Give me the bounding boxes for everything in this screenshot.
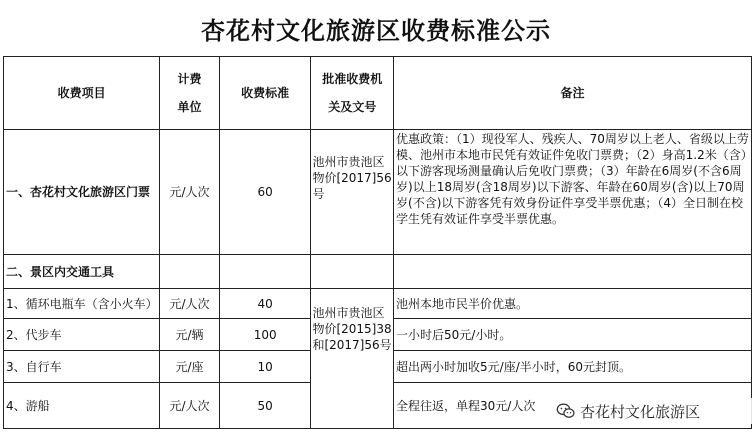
watermark: [556, 398, 752, 424]
fee-table: [3, 56, 752, 429]
cell-remark-shuttle: 池州本地市民半价优惠。: [394, 289, 752, 319]
cell-remark-boat: 全程往返，单程30元/人次: [394, 383, 752, 429]
header-remarks: 备注: [394, 57, 752, 130]
table-row-transport-section: [4, 255, 752, 289]
cell-unit-boat: 元/人次: [160, 383, 220, 429]
cell-item-scooter: 2、代步车: [4, 319, 160, 351]
cell-item-shuttle: 1、循环电瓶车（含小火车）: [4, 289, 160, 319]
header-unit-line1: 计费: [177, 72, 202, 86]
cell-unit-shuttle: 元/人次: [160, 289, 220, 319]
cell-item-bicycle: 3、自行车: [4, 351, 160, 383]
cell-price-boat: 50: [219, 383, 311, 429]
header-authority-line2: 关及文号: [328, 100, 377, 114]
cell-remark-gate-ticket: 优惠政策：（1）现役军人、残疾人、70周岁以上老人、省级以上劳模、池州市本地市民凭有效证件免收门票费；（2）身高1.2米（含）以下游客现场测量确认后免收门票费；（3）年龄在6周岁(不含6周岁)以上18周岁(含18周岁)以下游客、年龄在60周岁(含)以上70周岁(不含)以下游客凭有效身份证件享受半票优惠；（4）全日制在校学生凭有效证件享受半票优惠。: [394, 130, 752, 255]
cell-price-scooter: 100: [219, 319, 311, 351]
cell-empty-unit: [160, 255, 220, 289]
table-row-gate-ticket: [4, 130, 752, 255]
header-unit-line2: 单位: [177, 100, 202, 114]
cell-unit-gate-ticket: 元/人次: [160, 130, 220, 255]
cell-unit-scooter: 元/辆: [160, 319, 220, 351]
cell-empty-authority: [311, 255, 394, 289]
header-authority: [311, 57, 394, 130]
table-row-transport: [4, 289, 752, 319]
page-title: 杏花村文化旅游区收费标准公示: [201, 15, 551, 45]
watermark-text: 杏花村文化旅游区: [580, 402, 701, 421]
header-standard: 收费标准: [219, 57, 311, 130]
cell-price-gate-ticket: 60: [219, 130, 311, 255]
wechat-icon: [556, 401, 576, 421]
cell-authority-transport: 池州市贵池区物价[2015]38和[2017]56号: [311, 289, 394, 429]
header-authority-line1: 批准收费机: [322, 72, 383, 86]
cell-item-boat: 4、游船: [4, 383, 160, 429]
cell-unit-bicycle: 元/座: [160, 351, 220, 383]
header-item: 收费项目: [4, 57, 160, 130]
header-unit: [160, 57, 220, 130]
cell-empty-price: [219, 255, 311, 289]
cell-item-transport-section: 二、景区内交通工具: [4, 255, 160, 289]
cell-authority-gate-ticket: 池州市贵池区物价[2017]56号: [311, 130, 394, 255]
cell-empty-remark: [394, 255, 752, 289]
cell-item-gate-ticket: 一、杏花村文化旅游区门票: [4, 130, 160, 255]
table-header-row: [4, 57, 752, 130]
cell-price-bicycle: 10: [219, 351, 311, 383]
cell-remark-bicycle: 超出两小时加收5元/座/半小时，60元封顶。: [394, 351, 752, 383]
cell-remark-scooter: 一小时后50元/小时。: [394, 319, 752, 351]
cell-price-shuttle: 40: [219, 289, 311, 319]
